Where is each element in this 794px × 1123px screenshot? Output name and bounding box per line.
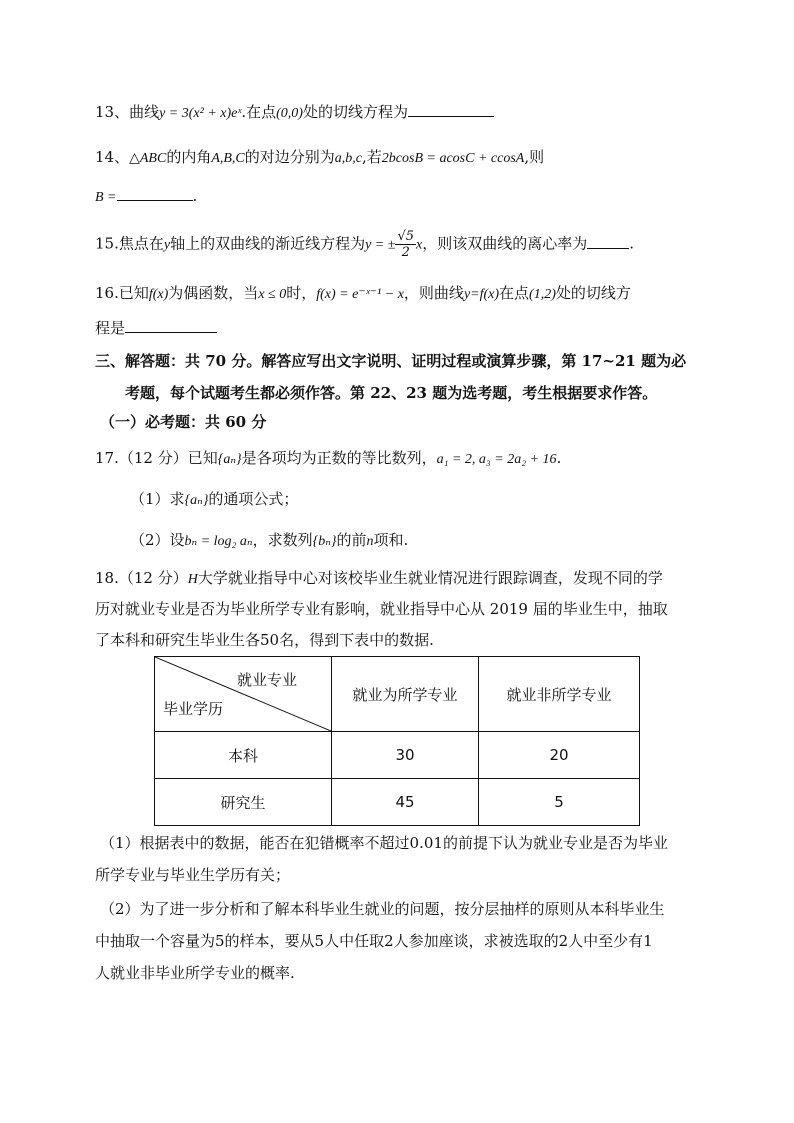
question-18-line2: 历对就业专业是否为毕业所学专业有影响，就业指导中心从 2019 届的毕业生中，抽取: [95, 600, 668, 618]
q16-text-f: 处的切线方: [555, 284, 631, 302]
q15-frac-den: 2: [401, 245, 410, 260]
answer-blank[interactable]: [587, 234, 629, 249]
q17-p2-d: 项和.: [373, 531, 409, 549]
table-header: 就业非所学专业: [479, 657, 640, 732]
row-label: 研究生: [155, 779, 332, 826]
q16-text-c: 时，: [286, 284, 317, 302]
section-required-heading: （一）必考题：共 60 分: [100, 413, 267, 431]
table-header-row: [155, 657, 640, 732]
corner-bottom-label: 毕业学历: [163, 700, 224, 718]
q16-text-d: ，则曲线: [403, 284, 464, 302]
question-14-answer: B = .: [95, 187, 198, 205]
q13-text-c: 处的切线方程为: [302, 103, 408, 121]
table-row: [155, 779, 640, 826]
q16-text-e: 在点: [499, 284, 530, 302]
q17-p1-seq: {aₙ}: [184, 493, 209, 508]
q16-curve: y=f(x): [463, 287, 500, 302]
q16-condition: x ≤ 0: [258, 287, 287, 302]
q16-text-a: 16.已知: [95, 284, 149, 302]
q13-text-b: .在点: [241, 103, 277, 121]
q16-point: (1,2): [529, 287, 556, 302]
question-18: [95, 567, 663, 591]
q13-equation: y = 3(x² + x)eˣ: [159, 106, 242, 121]
q14-sides: a,b,c: [334, 151, 363, 166]
q17-p2-b: ，求数列: [252, 531, 313, 549]
q16-text-b: 为偶函数，当: [168, 284, 259, 302]
q13-text: 13、曲线: [95, 103, 160, 121]
q18-l1-a: 18.（12 分）: [95, 569, 188, 587]
question-17: 17.（12 分）已知{aₙ}是各项均为正数的等比数列，a₁ = 2, a₃ = 2a₂ + 16.: [95, 449, 562, 467]
question-18-part2: （2）为了进一步分析和了解本科毕业生就业的问题，按分层抽样的原则从本科毕业生: [100, 900, 665, 918]
table-cell: 30: [332, 732, 479, 779]
q14-text-a: 14、: [95, 148, 130, 166]
question-18-part2-cont2: 人就业非毕业所学专业的概率.: [95, 964, 295, 982]
section-3-heading-cont: 考题，每个试题考生都必须作答。第 22、23 题为选考题，考生根据要求作答。: [125, 384, 658, 402]
data-table: [154, 656, 640, 826]
q15-frac-num: √5: [397, 229, 415, 244]
question-16-line2: [95, 317, 217, 339]
q15-text-c: ，则该双曲线的离心率为: [422, 234, 588, 253]
q17-p2-eq: bₙ = log₂ aₙ: [184, 534, 253, 549]
q16-equation: f(x) = e⁻ˣ⁻¹ − x: [316, 287, 404, 302]
section-3-heading: 三、解答题：共 70 分。解答应写出文字说明、证明过程或演算步骤，第 17~21 题为必: [95, 352, 687, 370]
question-13: [95, 101, 494, 125]
q17-p2-seq: {bₙ}: [312, 534, 337, 549]
q14-text-e: ,则: [524, 148, 545, 166]
diag-container: [155, 657, 331, 731]
q14-text-d: ,若: [362, 148, 382, 166]
question-17-part1: [130, 488, 298, 512]
q14-text-c: 的对边分别为: [244, 148, 335, 166]
q15-text-b: 轴上的双曲线的渐近线方程为: [170, 234, 366, 253]
q15-fraction: [395, 229, 416, 260]
question-18-part1: （1）根据表中的数据，能否在犯错概率不超过0.01的前提下认为就业专业是否为毕业: [100, 834, 668, 852]
answer-blank[interactable]: [125, 318, 217, 333]
corner-top-label: 就业专业: [236, 671, 297, 689]
q18-h: H: [187, 572, 198, 587]
q17-p1-a: （1）求: [130, 490, 185, 508]
table-corner-cell: [155, 657, 332, 732]
q17-p2-c: 的前: [336, 531, 367, 549]
answer-blank[interactable]: [408, 102, 494, 117]
q16-line2: 程是: [95, 319, 126, 337]
q17-p2-a: （2）设: [130, 531, 185, 549]
q14-equation: 2bcosB = acosC + ccosA: [381, 151, 525, 166]
table-cell: 20: [479, 732, 640, 779]
q17-seq: {aₙ}: [217, 452, 242, 467]
q14-angles: A,B,C: [211, 151, 245, 166]
question-15: 15.焦点在y轴上的双曲线的渐近线方程为y = ± $\frac{√5}{2}$ x，则该双曲线的离心率为 .: [95, 229, 635, 260]
table-cell: 45: [332, 779, 479, 826]
table-cell: 5: [479, 779, 640, 826]
table-header: 就业为所学专业: [332, 657, 479, 732]
q15-var-y: y: [163, 237, 171, 253]
q13-point: (0,0): [276, 106, 303, 121]
row-label: 本科: [155, 732, 332, 779]
q17-head-b: 是各项均为正数的等比数列，: [241, 449, 437, 467]
question-18-line3: 了本科和研究生毕业生各50名，得到下表中的数据.: [95, 631, 434, 649]
q14-triangle: △ABC: [129, 151, 167, 166]
question-18-part1-cont: 所学专业与毕业生学历有关；: [95, 866, 291, 884]
q15-eq-post: x: [416, 237, 423, 253]
q16-fx: f(x): [148, 287, 169, 302]
question-16: [95, 282, 631, 306]
q17-p2-n: n: [366, 534, 374, 549]
q17-condition: a₁ = 2, a₃ = 2a₂ + 16: [436, 452, 557, 467]
q14-answer-label: B =: [95, 190, 117, 205]
q15-eq-pre: y = ±: [365, 237, 396, 253]
q17-p1-b: 的通项公式；: [208, 490, 299, 508]
q18-l1-b: 大学就业指导中心对该校毕业生就业情况进行跟踪调查，发现不同的学: [197, 569, 663, 587]
question-17-part2: [130, 529, 408, 553]
q15-text-a: 15.焦点在: [95, 234, 164, 253]
question-18-part2-cont: 中抽取一个容量为5的样本，要从5人中任取2人参加座谈，求被选取的2人中至少有1: [95, 932, 653, 950]
q17-head-a: 17.（12 分）已知: [95, 449, 218, 467]
answer-blank[interactable]: [117, 186, 193, 201]
q14-text-b: 的内角: [166, 148, 212, 166]
table-row: [155, 732, 640, 779]
question-14: [95, 146, 544, 170]
